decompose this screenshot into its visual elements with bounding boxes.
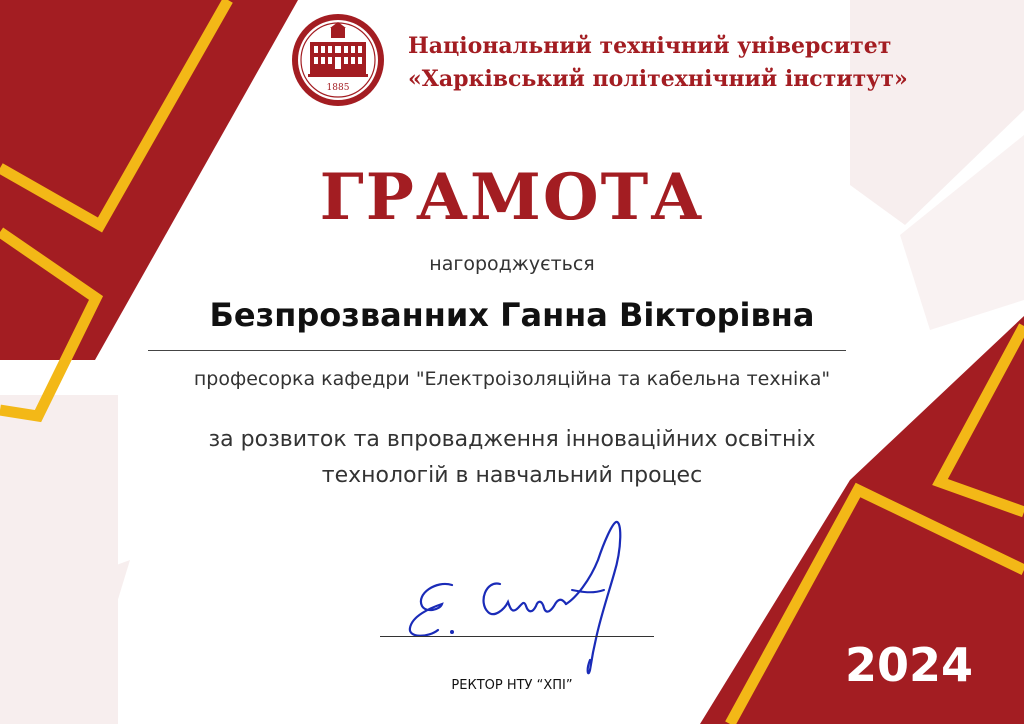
award-year: 2024 xyxy=(845,638,974,692)
signature-line xyxy=(380,636,654,637)
logo-year: 1885 xyxy=(326,83,350,93)
name-underline xyxy=(148,350,846,351)
university-name xyxy=(408,30,908,96)
signer-title: РЕКТОР НТУ “ХПІ” xyxy=(451,678,573,693)
award-reason-line-1: за розвиток та впровадження інноваційних освітніх xyxy=(208,427,816,452)
certificate-title: ГРАМОТА xyxy=(319,160,705,235)
university-line-2: «Харківський політехнічний інститут» xyxy=(408,66,908,92)
award-reason xyxy=(0,422,1024,494)
recipient-name: Безпрозванних Ганна Вікторівна xyxy=(209,296,815,334)
recipient-position: професорка кафедри "Електроізоляційна та кабельна техніка" xyxy=(193,368,831,390)
award-reason-line-2: технологій в навчальний процес xyxy=(321,463,703,488)
awarded-text: нагороджується xyxy=(429,253,595,275)
handwritten-signature xyxy=(400,520,640,680)
university-building-icon xyxy=(290,12,386,108)
university-line-1: Національний технічний університет xyxy=(408,33,892,59)
